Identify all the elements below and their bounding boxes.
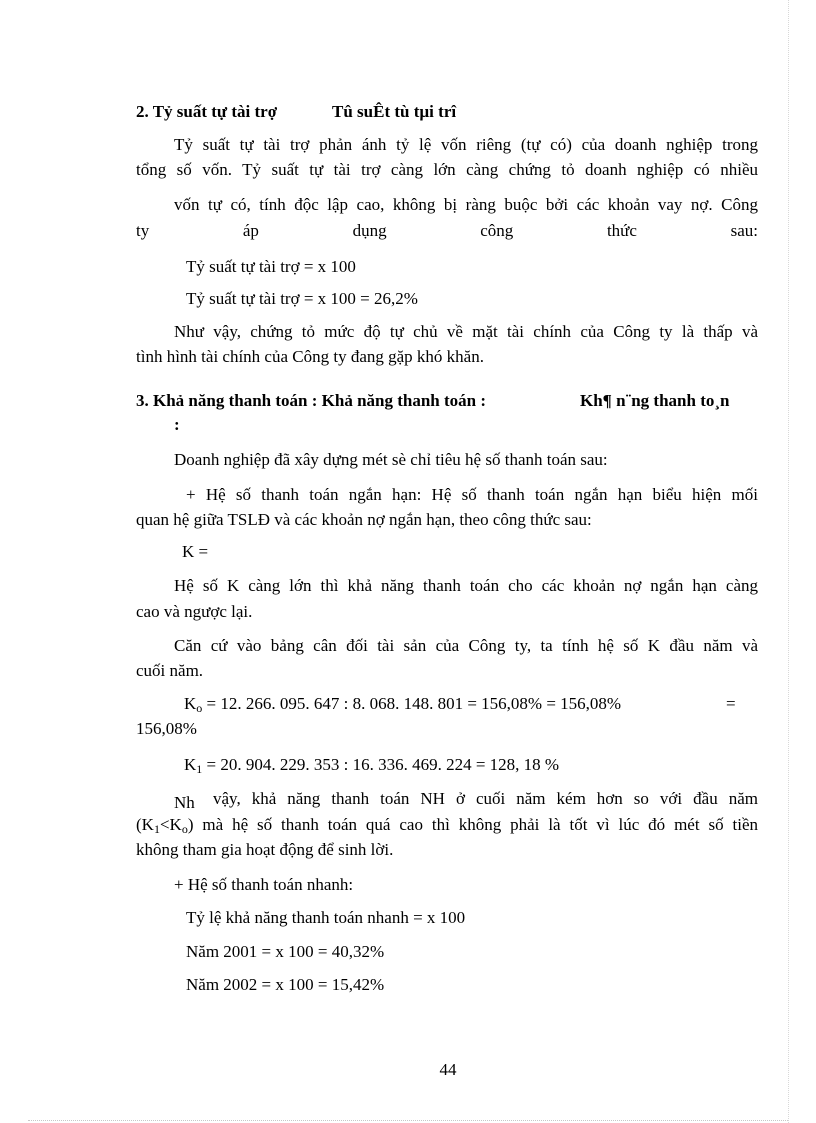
text-part: <K bbox=[159, 815, 182, 834]
section-3-garbled-title: Kh¶ n¨ng thanh to¸n bbox=[580, 391, 730, 410]
year-2001-result: Năm 2001 = x 100 = 40,32% bbox=[186, 942, 385, 961]
paragraph-4-line-1: Hệ số K càng lớn thì khả năng thanh toán cho các khoản nợ ngắn hạn càng bbox=[174, 576, 758, 595]
quick-ratio-formula: Tỷ lệ khả năng thanh toán nhanh = x 100 bbox=[186, 908, 466, 927]
word: sau: bbox=[730, 221, 758, 240]
page-right-border bbox=[788, 0, 789, 1123]
section-2-garbled-title: Tû suÊt tù tµi trî bbox=[332, 102, 457, 121]
paragraph-3: Doanh nghiệp đã xây dựng mét sè chỉ tiêu hệ số thanh toán sau: bbox=[174, 450, 608, 469]
subscript: o bbox=[181, 822, 188, 836]
text-part: (K bbox=[136, 815, 154, 834]
paragraph-1-line-1: Tỷ suất tự tài trợ phản ánh tỷ lệ vốn riêng (tự có) của doanh nghiệp trong bbox=[174, 135, 758, 154]
k0-symbol: K bbox=[184, 694, 197, 713]
paragraph-6-line-2 bbox=[136, 814, 758, 836]
self-financing-formula: Tỷ suất tự tài trợ = x 100 bbox=[186, 257, 356, 276]
section-2-title: 2. Tỷ suất tự tài trợ bbox=[136, 102, 278, 121]
bullet-2: + Hệ số thanh toán nhanh: bbox=[174, 875, 354, 894]
section-2-heading bbox=[136, 101, 277, 123]
paragraph-1-line-4 bbox=[136, 220, 758, 242]
word: áp bbox=[242, 221, 259, 240]
bullet-1-line-2: quan hệ giữa TSLĐ và các khoản nợ ngắn hạn, theo công thức sau: bbox=[136, 510, 592, 529]
page-bottom-border bbox=[28, 1120, 788, 1121]
k0-subscript: o bbox=[196, 701, 203, 715]
k1-subscript: 1 bbox=[196, 762, 203, 776]
paragraph-5-line-2: cuối năm. bbox=[136, 661, 204, 680]
paragraph-1-line-3: vốn tự có, tính độc lập cao, không bị ràng buộc bởi các khoản vay nợ. Công bbox=[174, 195, 758, 214]
k1-symbol: K bbox=[184, 755, 197, 774]
word: dụng bbox=[352, 221, 387, 240]
k0-equals: = bbox=[726, 694, 736, 713]
year-2002-result: Năm 2002 = x 100 = 15,42% bbox=[186, 975, 385, 994]
k1-expression: = 20. 904. 229. 353 : 16. 336. 469. 224 = 128, 18 % bbox=[202, 755, 560, 774]
word: thức bbox=[606, 221, 637, 240]
k0-expression: = 12. 266. 095. 647 : 8. 068. 148. 801 = 156,08% = 156,08% bbox=[202, 694, 622, 713]
paragraph-6-nh: Nh bbox=[174, 793, 195, 812]
section-3-heading: 3. Khả năng thanh toán : Khả năng thanh toán : bbox=[136, 391, 487, 410]
paragraph-6-line-1: vậy, khả năng thanh toán NH ở cuối năm kém hơn so với đầu năm bbox=[213, 789, 758, 808]
paragraph-2-line-1: Như vậy, chứng tỏ mức độ tự chủ về mặt tài chính của Công ty là thấp và bbox=[174, 322, 758, 341]
paragraph-1-line-2: tổng số vốn. Tỷ suất tự tài trợ càng lớn càng chứng tỏ doanh nghiệp có nhiều bbox=[136, 160, 758, 179]
k-formula: K = bbox=[182, 542, 209, 561]
section-3-colon: : bbox=[174, 415, 180, 434]
paragraph-2-line-2: tình hình tài chính của Công ty đang gặp khó khăn. bbox=[136, 347, 484, 366]
word: công bbox=[480, 221, 514, 240]
k0-continuation: 156,08% bbox=[136, 719, 197, 738]
text-part: ) mà hệ số thanh toán quá cao thì không phải là tốt vì lúc đó mét số tiền bbox=[187, 815, 758, 834]
paragraph-6-line-3: không tham gia hoạt động để sinh lời. bbox=[136, 840, 394, 859]
k0-calculation bbox=[184, 693, 621, 715]
paragraph-4-line-2: cao và ngược lại. bbox=[136, 602, 253, 621]
self-financing-result: Tỷ suất tự tài trợ = x 100 = 26,2% bbox=[186, 289, 418, 308]
page-number: 44 bbox=[439, 1060, 457, 1079]
subscript: 1 bbox=[153, 822, 160, 836]
k1-calculation bbox=[184, 754, 559, 776]
paragraph-5-line-1: Căn cứ vào bảng cân đối tài sản của Công ty, ta tính hệ số K đầu năm và bbox=[174, 636, 758, 655]
bullet-1-line-1: + Hệ số thanh toán ngắn hạn: Hệ số thanh toán ngắn hạn biểu hiện mối bbox=[186, 485, 758, 504]
word: ty bbox=[136, 221, 150, 240]
